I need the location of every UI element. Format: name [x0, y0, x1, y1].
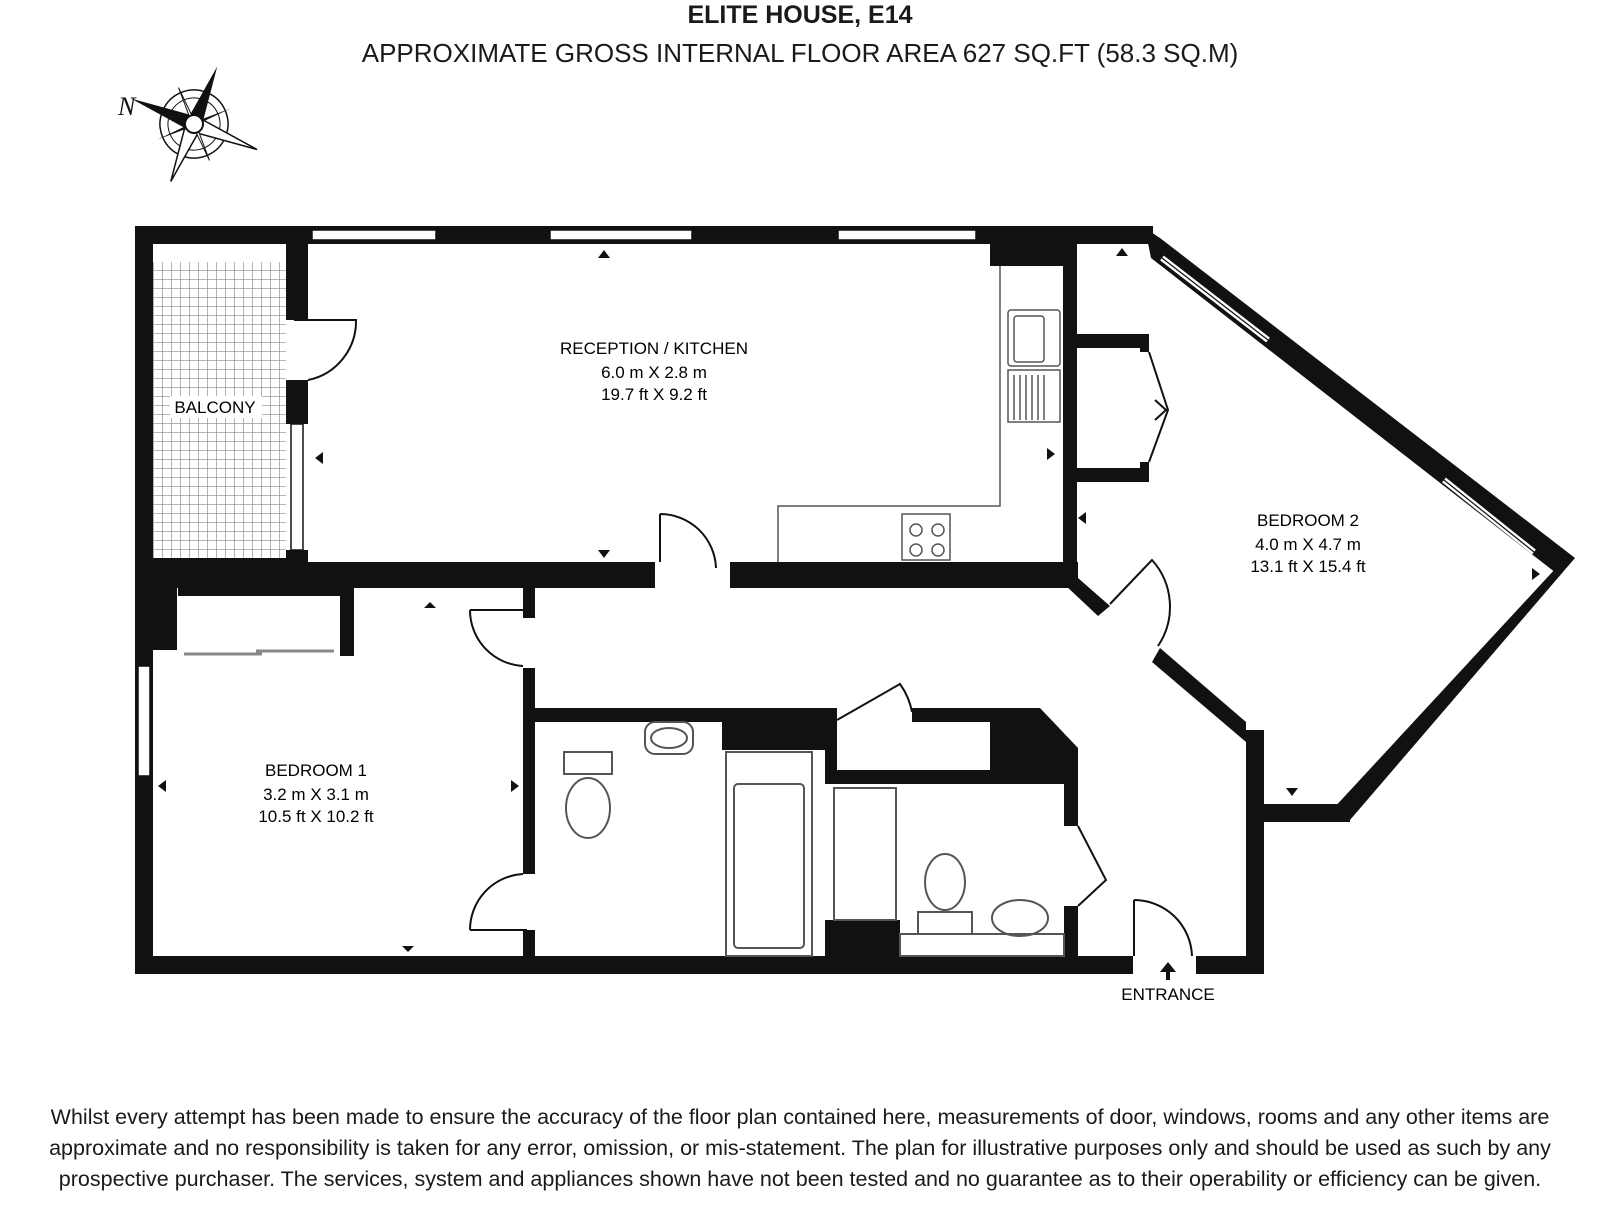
room-label-bedroom2: BEDROOM 2 — [1256, 511, 1360, 530]
bathroom-fixtures — [564, 722, 1064, 956]
room-metric-bedroom2: 4.0 m X 4.7 m — [1255, 535, 1361, 554]
room-imperial-bedroom1: 10.5 ft X 10.2 ft — [258, 807, 374, 826]
room-label-balcony: BALCONY — [174, 398, 256, 417]
compass-rose-icon — [108, 41, 281, 207]
wardrobe-sliding-doors — [184, 651, 334, 654]
room-label-reception: RECEPTION / KITCHEN — [560, 339, 748, 358]
room-imperial-bedroom2: 13.1 ft X 15.4 ft — [1250, 557, 1366, 576]
kitchen-units — [778, 266, 1060, 562]
room-imperial-reception: 19.7 ft X 9.2 ft — [601, 385, 707, 404]
plan-title: ELITE HOUSE, E14 — [687, 1, 913, 29]
entrance-label: ENTRANCE — [1121, 985, 1215, 1004]
room-metric-bedroom1: 3.2 m X 3.1 m — [263, 785, 369, 804]
room-label-bedroom1: BEDROOM 1 — [264, 761, 368, 780]
floor-area-subtitle: APPROXIMATE GROSS INTERNAL FLOOR AREA 627 SQ.FT (58.3 SQ.M) — [361, 38, 1239, 68]
disclaimer-text: Whilst every attempt has been made to ensure the accuracy of the floor plan contained here, measurements of door, windows, rooms and any other items are approximate and no responsibility is taken for any error, omission, or mis-statement. The plan for illustrative purposes only and should be used as such by any prospective purchaser. The services, system and appliances shown have not been tested and no guarantee as to their operability or efficiency can be given. — [49, 1105, 1551, 1191]
compass-north-label: N — [118, 92, 136, 121]
room-metric-reception: 6.0 m X 2.8 m — [601, 363, 707, 382]
